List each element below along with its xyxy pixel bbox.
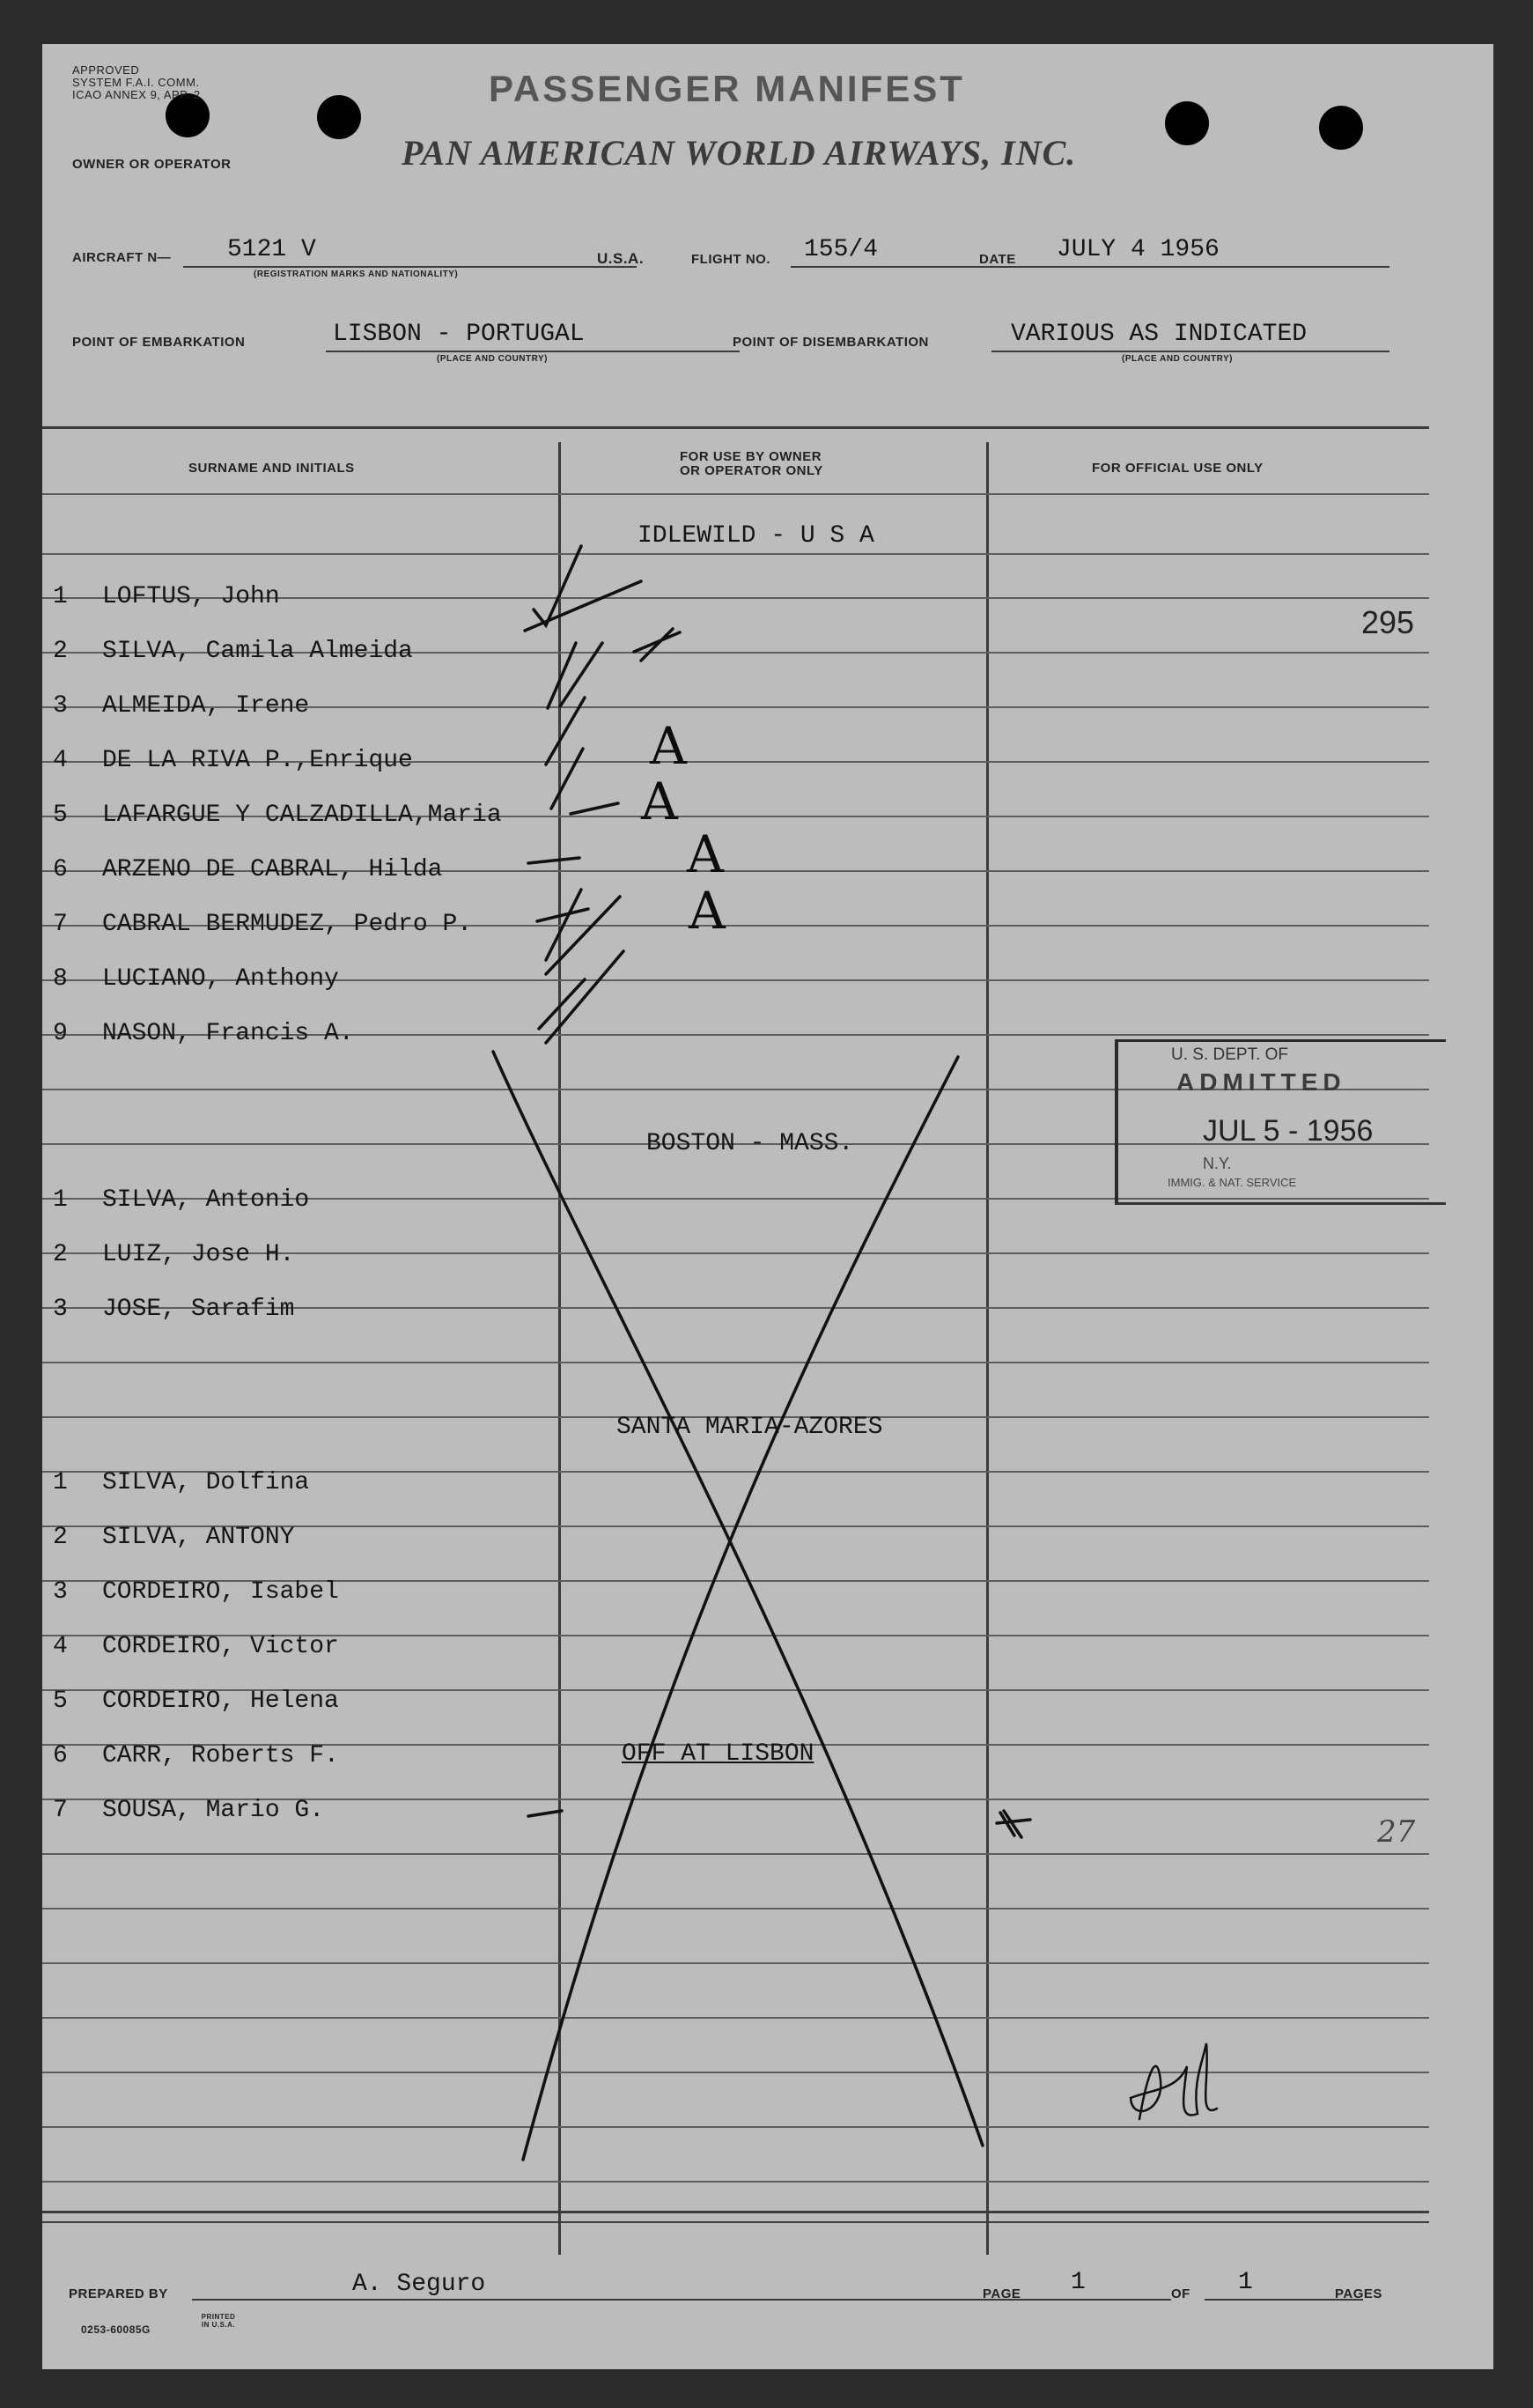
handwriting-overlay xyxy=(42,44,1493,2369)
stamp-line: N.Y. xyxy=(1203,1155,1232,1172)
cross-out-stroke xyxy=(523,1057,958,2160)
page-title: PASSENGER MANIFEST xyxy=(489,68,965,109)
handwritten-total: 27 xyxy=(1377,1814,1416,1850)
scribble-icon xyxy=(997,1811,1030,1837)
printed-mark: PRINTED IN U.S.A. xyxy=(201,2313,236,2329)
passenger-name: ARZENO DE CABRAL, Hilda xyxy=(102,856,443,883)
handwritten-mark: A xyxy=(689,881,726,941)
form-number: 0253-60085G xyxy=(81,2323,151,2336)
passenger-name: CORDEIRO, Victor xyxy=(102,1633,339,1660)
passenger-name: SILVA, ANTONY xyxy=(102,1524,295,1551)
stamp-line: ADMITTED xyxy=(1176,1068,1346,1096)
initials-signature xyxy=(1131,2043,1217,2119)
disembark-sublabel: (PLACE AND COUNTRY) xyxy=(1122,354,1233,364)
passenger-name: SOUSA, Mario G. xyxy=(102,1797,325,1824)
passenger-number: 9 xyxy=(53,1020,68,1047)
official-number: 295 xyxy=(1361,604,1415,640)
check-mark-icon xyxy=(528,1811,562,1816)
airline-name: PAN AMERICAN WORLD AIRWAYS, INC. xyxy=(402,133,1077,173)
check-mark-icon xyxy=(560,643,602,706)
embark-sublabel: (PLACE AND COUNTRY) xyxy=(437,354,548,364)
destination-heading: SANTA MARIA-AZORES xyxy=(616,1414,883,1441)
handwritten-mark: A xyxy=(650,716,687,776)
passenger-name: LOFTUS, John xyxy=(102,583,280,610)
passenger-name: LUIZ, Jose H. xyxy=(102,1241,295,1268)
passenger-number: 7 xyxy=(53,911,68,938)
embark-label: POINT OF EMBARKATION xyxy=(72,335,246,350)
passenger-number: 6 xyxy=(53,1742,68,1769)
column-header-owner-use: FOR USE BY OWNER xyxy=(680,449,822,464)
prepared-by: A. Seguro xyxy=(352,2271,486,2298)
passenger-number: 7 xyxy=(53,1797,68,1824)
flight-number: 155/4 xyxy=(804,236,879,263)
manifest-sheet xyxy=(42,44,1493,2369)
check-mark-icon xyxy=(551,749,583,809)
aircraft-value: 5121 V xyxy=(227,236,316,263)
check-mark-icon xyxy=(537,909,588,921)
aircraft-sublabel: (REGISTRATION MARKS AND NATIONALITY) xyxy=(254,270,459,279)
passenger-name: DE LA RIVA P.,Enrique xyxy=(102,747,413,774)
passenger-number: 6 xyxy=(53,856,68,883)
scribble-icon xyxy=(634,629,680,661)
prepared-label: PREPARED BY xyxy=(69,2286,168,2301)
page-number: 1 xyxy=(1071,2269,1086,2296)
destination-heading: IDLEWILD - U S A xyxy=(638,522,874,550)
passenger-number: 3 xyxy=(53,1578,68,1606)
check-mark-icon xyxy=(546,951,623,1043)
passenger-number: 5 xyxy=(53,1688,68,1715)
check-mark-icon xyxy=(525,581,641,631)
aircraft-label: AIRCRAFT N— xyxy=(72,250,172,265)
column-header-owner-use: OR OPERATOR ONLY xyxy=(680,463,823,478)
passenger-number: 3 xyxy=(53,692,68,720)
passenger-name: SILVA, Antonio xyxy=(102,1186,310,1214)
passenger-name: CORDEIRO, Helena xyxy=(102,1688,339,1715)
passenger-number: 4 xyxy=(53,747,68,774)
stamp-date: JUL 5 - 1956 xyxy=(1203,1114,1374,1148)
passenger-name: SILVA, Camila Almeida xyxy=(102,638,413,665)
passenger-name: ALMEIDA, Irene xyxy=(102,692,310,720)
column-header-surname: SURNAME AND INITIALS xyxy=(188,461,355,476)
passenger-name: LUCIANO, Anthony xyxy=(102,965,339,993)
passenger-number: 4 xyxy=(53,1633,68,1660)
destination-heading: BOSTON - MASS. xyxy=(646,1130,854,1157)
owner-label: OWNER OR OPERATOR xyxy=(72,157,232,172)
check-mark-icon xyxy=(534,546,581,625)
passenger-number: 2 xyxy=(53,1524,68,1551)
flight-date: JULY 4 1956 xyxy=(1057,236,1220,263)
passenger-number: 3 xyxy=(53,1296,68,1323)
check-mark-icon xyxy=(548,643,576,708)
passenger-number: 1 xyxy=(53,1186,68,1214)
check-mark-icon xyxy=(528,858,579,863)
passenger-name: NASON, Francis A. xyxy=(102,1020,354,1047)
passenger-number: 8 xyxy=(53,965,68,993)
passenger-name: CORDEIRO, Isabel xyxy=(102,1578,339,1606)
pages-label: PAGES xyxy=(1335,2286,1382,2301)
handwritten-mark: A xyxy=(687,824,724,884)
passenger-name: LAFARGUE Y CALZADILLA,Maria xyxy=(102,801,502,829)
passenger-number: 1 xyxy=(53,1469,68,1496)
check-mark-icon xyxy=(571,803,618,814)
passenger-number: 2 xyxy=(53,638,68,665)
approval-line: APPROVED xyxy=(72,63,140,77)
disembark-value: VARIOUS AS INDICATED xyxy=(1011,321,1308,348)
passenger-name: SILVA, Dolfina xyxy=(102,1469,310,1496)
date-label: DATE xyxy=(979,252,1016,267)
passenger-name: CABRAL BERMUDEZ, Pedro P. xyxy=(102,911,473,938)
embark-value: LISBON - PORTUGAL xyxy=(333,321,585,348)
passenger-number: 2 xyxy=(53,1241,68,1268)
approval-line: SYSTEM F.A.I. COMM. xyxy=(72,76,200,89)
check-mark-icon xyxy=(546,890,581,960)
page-label: PAGE xyxy=(983,2286,1021,2301)
total-pages: 1 xyxy=(1238,2269,1253,2296)
of-label: OF xyxy=(1171,2286,1190,2301)
stamp-line: U. S. DEPT. OF xyxy=(1171,1045,1289,1064)
handwritten-mark: A xyxy=(641,772,678,831)
stamp-line: IMMIG. & NAT. SERVICE xyxy=(1168,1176,1297,1189)
off-at-note: OFF AT LISBON xyxy=(622,1740,814,1768)
approval-line: ICAO ANNEX 9, APP. 2 xyxy=(72,88,201,101)
passenger-name: JOSE, Sarafim xyxy=(102,1296,295,1323)
passenger-number: 1 xyxy=(53,583,68,610)
flight-label: FLIGHT NO. xyxy=(691,252,770,267)
country-label: U.S.A. xyxy=(597,250,645,267)
disembark-label: POINT OF DISEMBARKATION xyxy=(733,335,929,350)
column-header-official: FOR OFFICIAL USE ONLY xyxy=(1092,461,1264,476)
passenger-number: 5 xyxy=(53,801,68,829)
cross-out-stroke xyxy=(493,1052,983,2146)
passenger-name: CARR, Roberts F. xyxy=(102,1742,339,1769)
